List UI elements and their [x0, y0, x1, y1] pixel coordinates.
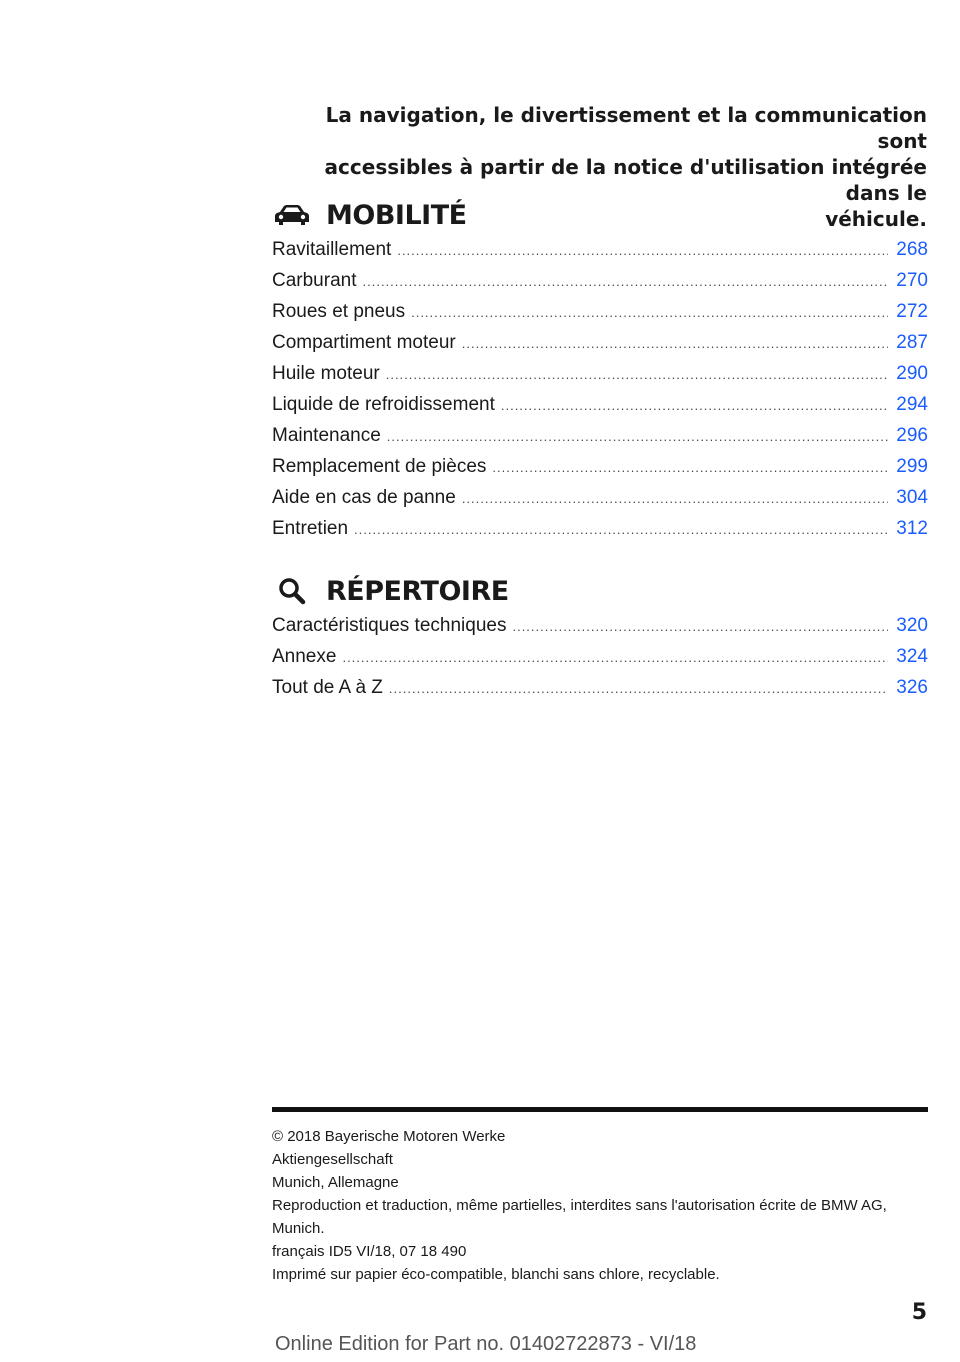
- page-number: 5: [911, 1300, 927, 1325]
- toc-entry-label: Roues et pneus: [272, 301, 406, 322]
- toc-entry-label: Huile moteur: [272, 363, 380, 384]
- toc-entry-label: Caractéristiques techniques: [272, 615, 507, 636]
- toc-entry[interactable]: [272, 487, 928, 518]
- dot-leader: [387, 429, 889, 444]
- dot-leader: [389, 681, 888, 696]
- dot-leader: [462, 336, 889, 351]
- toc-page-link[interactable]: 326: [896, 677, 928, 698]
- toc-page-link[interactable]: 272: [896, 301, 928, 322]
- toc-page-link[interactable]: 324: [896, 646, 928, 667]
- toc-entry[interactable]: [272, 518, 928, 549]
- car-icon: [272, 199, 312, 231]
- toc-entry[interactable]: [272, 239, 928, 270]
- toc-entry-label: Liquide de refroidissement: [272, 394, 495, 415]
- dot-leader: [363, 274, 889, 289]
- toc-entry-label: Maintenance: [272, 425, 381, 446]
- dot-leader: [342, 650, 888, 665]
- imprint-copyright: © 2018 Bayerische Motoren Werke: [272, 1128, 506, 1145]
- toc-entry[interactable]: [272, 270, 928, 301]
- intro-line-3: véhicule.: [825, 207, 927, 231]
- dot-leader: [512, 619, 888, 634]
- toc-entry[interactable]: [272, 677, 928, 708]
- toc-list: [272, 239, 928, 549]
- section-header: [272, 571, 928, 611]
- section-header: [272, 195, 928, 235]
- divider-rule: [272, 1107, 928, 1112]
- toc-page-link[interactable]: 320: [896, 615, 928, 636]
- dot-leader: [411, 305, 888, 320]
- toc-page-link[interactable]: 304: [896, 487, 928, 508]
- toc-entry-label: Compartiment moteur: [272, 332, 456, 353]
- toc-entry-label: Ravitaillement: [272, 239, 392, 260]
- toc-list: [272, 615, 928, 708]
- toc-page-link[interactable]: 299: [896, 456, 928, 477]
- intro-line-1: La navigation, le divertissement et la communication sont: [325, 103, 927, 153]
- imprint-company: Aktiengesellschaft: [272, 1151, 393, 1168]
- section-title: MOBILITÉ: [326, 199, 467, 231]
- toc-entry-label: Aide en cas de panne: [272, 487, 456, 508]
- toc-entry[interactable]: [272, 456, 928, 487]
- online-edition-footer: Online Edition for Part no. 01402722873 - VI/18: [275, 1333, 697, 1355]
- intro-line-2: accessibles à partir de la notice d'utilisation intégrée dans le: [324, 155, 927, 205]
- toc-entry[interactable]: [272, 394, 928, 425]
- dot-leader: [462, 491, 888, 506]
- section-mobilite: [272, 195, 928, 549]
- toc-entry[interactable]: [272, 363, 928, 394]
- imprint-rights-line-2: Munich.: [272, 1220, 325, 1237]
- dot-leader: [397, 243, 888, 258]
- toc-entry-label: Carburant: [272, 270, 357, 291]
- toc-entry[interactable]: [272, 615, 928, 646]
- toc-entry[interactable]: [272, 301, 928, 332]
- dot-leader: [386, 367, 889, 382]
- dot-leader: [501, 398, 888, 413]
- dot-leader: [354, 522, 888, 537]
- section-repertoire: [272, 571, 928, 708]
- toc-entry-label: Entretien: [272, 518, 349, 539]
- imprint-rights-line-1: Reproduction et traduction, même partielles, interdites sans l'autorisation écrite de BMW AG,: [272, 1197, 887, 1214]
- toc-page-link[interactable]: 296: [896, 425, 928, 446]
- toc-entry-label: Remplacement de pièces: [272, 456, 487, 477]
- toc-page-link[interactable]: 312: [896, 518, 928, 539]
- toc-page-link[interactable]: 287: [896, 332, 928, 353]
- toc-page-link[interactable]: 294: [896, 394, 928, 415]
- imprint-location: Munich, Allemagne: [272, 1174, 399, 1191]
- toc-entry[interactable]: [272, 646, 928, 677]
- imprint-paper: Imprimé sur papier éco-compatible, blanchi sans chlore, recyclable.: [272, 1266, 720, 1283]
- toc-entry-label: Tout de A à Z: [272, 677, 383, 698]
- toc-page-link[interactable]: 268: [896, 239, 928, 260]
- toc-entry-label: Annexe: [272, 646, 337, 667]
- dot-leader: [492, 460, 888, 475]
- section-title: RÉPERTOIRE: [326, 575, 509, 607]
- imprint-block: [272, 1125, 928, 1286]
- toc-page-link[interactable]: 290: [896, 363, 928, 384]
- toc-entry[interactable]: [272, 425, 928, 456]
- toc-entry[interactable]: [272, 332, 928, 363]
- search-icon: [272, 575, 312, 607]
- toc-page-link[interactable]: 270: [896, 270, 928, 291]
- imprint-edition: français ID5 VI/18, 07 18 490: [272, 1243, 467, 1260]
